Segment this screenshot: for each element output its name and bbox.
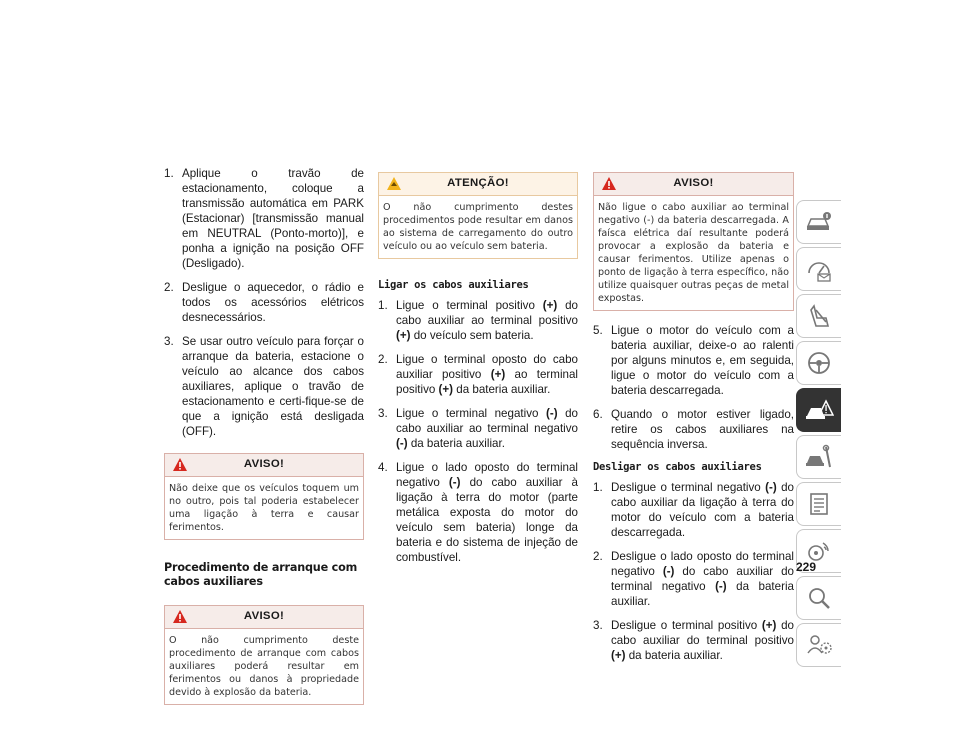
page-number: 229 <box>796 560 817 574</box>
step-1: 1. Aplique o travão de estacionamento, coloque a transmissão automática em PARK (Estacionar) [transmissão manual em NEUTRAL (Ponto-morto)], e ponha a ignição na posição OFF (Desligado). <box>164 167 364 270</box>
caution-text: O não cumprimento destes procedimentos pode resultar em danos ao sistema de carregamento do outro veículo ou ao veículo sem bateria. <box>383 202 573 252</box>
subheading-connect: Ligar os cabos auxiliares <box>378 279 529 291</box>
tab-car-info[interactable] <box>796 200 841 244</box>
tab-safety[interactable] <box>796 294 841 338</box>
step-connect-2: 2. Ligue o terminal oposto do cabo auxiliar positivo (+) ao terminal positivo (+) da bateria auxiliar. <box>378 353 578 396</box>
warning-box-vehicles-touch <box>164 453 364 540</box>
tab-maintenance[interactable] <box>796 435 841 479</box>
subheading-disconnect: Desligar os cabos auxiliares <box>593 461 762 473</box>
chapter-tabs <box>796 200 841 670</box>
warning-text: O não cumprimento deste procedimento de arranque com cabos auxiliares poderá resultar em ferimentos ou danos à propriedade devido à explosão da bateria. <box>169 635 359 698</box>
step-2: 2. Desligue o aquecedor, o rádio e todos os acessórios elétricos desnecessários. <box>164 281 364 324</box>
car-maintenance-icon <box>804 443 834 471</box>
tab-index[interactable] <box>796 576 841 620</box>
warning-title: AVISO! <box>243 610 285 622</box>
car-emergency-icon <box>804 396 834 424</box>
step-3: 3. Se usar outro veículo para forçar o arranque da bateria, estacione o veículo ao alcance dos cabos auxiliares, aplique o travão de estacionamento e certi-fique-se de que a ignição está desligada (OFF). <box>164 335 364 438</box>
steering-wheel-icon <box>804 349 834 377</box>
warning-title: AVISO! <box>243 458 285 470</box>
tab-emergency[interactable] <box>796 388 841 432</box>
step-5: 5. Ligue o motor do veículo com a bateria auxiliar, deixe-o ao ralenti por alguns minutos e, em seguida, ligue o motor do veículo com a bateria descarregada. <box>593 324 794 397</box>
step-disconnect-2: 2. Desligue o lado oposto do terminal negativo (-) do cabo auxiliar do terminal negativo (-) da bateria auxiliar. <box>593 550 795 608</box>
tab-specifications[interactable] <box>796 482 841 526</box>
car-info-icon <box>804 208 834 236</box>
warning-text: Não deixe que os veículos toquem um no outro, pois tal poderia estabelecer uma ligação à terra e causar ferimentos. <box>169 483 359 533</box>
step-6: 6. Quando o motor estiver ligado, retire os cabos auxiliares na sequência inversa. <box>593 408 794 451</box>
specifications-list-icon <box>804 490 834 518</box>
step-disconnect-1: 1. Desligue o terminal negativo (-) do cabo auxiliar da ligação à terra do motor do veículo com a bateria descarregada. <box>593 481 795 539</box>
step-connect-4: 4. Ligue o lado oposto do terminal negativo (-) do cabo auxiliar à ligação à terra do motor (parte metálica exposta do motor do veículo sem bateria) longe da bateria e do sistema de injeção de combustível. <box>378 461 578 564</box>
caution-box <box>378 172 578 259</box>
step-connect-3: 3. Ligue o terminal negativo (-) do cabo auxiliar ao terminal negativo (-) da bateria auxiliar. <box>378 407 578 450</box>
caution-title: ATENÇÃO! <box>447 177 509 189</box>
dashboard-message-icon <box>804 255 834 283</box>
customer-assistance-icon <box>804 631 834 659</box>
warning-title: AVISO! <box>673 177 714 189</box>
section-heading: Procedimento de arranque com cabos auxiliares <box>164 561 358 588</box>
column-2 <box>378 172 578 574</box>
tab-dashboard[interactable] <box>796 247 841 291</box>
warning-box-explosion <box>164 605 364 705</box>
tab-driving[interactable] <box>796 341 841 385</box>
column-3 <box>593 172 794 663</box>
tab-assistance[interactable] <box>796 623 841 667</box>
caution-header <box>379 173 577 196</box>
step-disconnect-3: 3. Desligue o terminal positivo (+) do cabo auxiliar do terminal positivo (+) da bateria auxiliar. <box>593 619 794 662</box>
step-connect-1: 1. Ligue o terminal positivo (+) do cabo auxiliar ao terminal positivo (+) do veículo sem bateria. <box>378 299 578 342</box>
warning-box-negative-terminal <box>593 172 794 311</box>
warning-text: Não ligue o cabo auxiliar ao terminal negativo (-) da bateria descarregada. A faísca elétrica daí resultante poderá provocar a explosão da bateria e causar ferimentos. Utilize apenas o ponto de ligação à terra específico, não utilize quaisquer outras peças de metal expostas. <box>598 202 789 304</box>
warning-header <box>165 454 363 477</box>
column-1 <box>164 166 364 705</box>
warning-header <box>594 173 793 196</box>
seat-safety-icon <box>804 302 834 330</box>
magnifier-icon <box>804 584 834 612</box>
warning-header <box>165 606 363 629</box>
